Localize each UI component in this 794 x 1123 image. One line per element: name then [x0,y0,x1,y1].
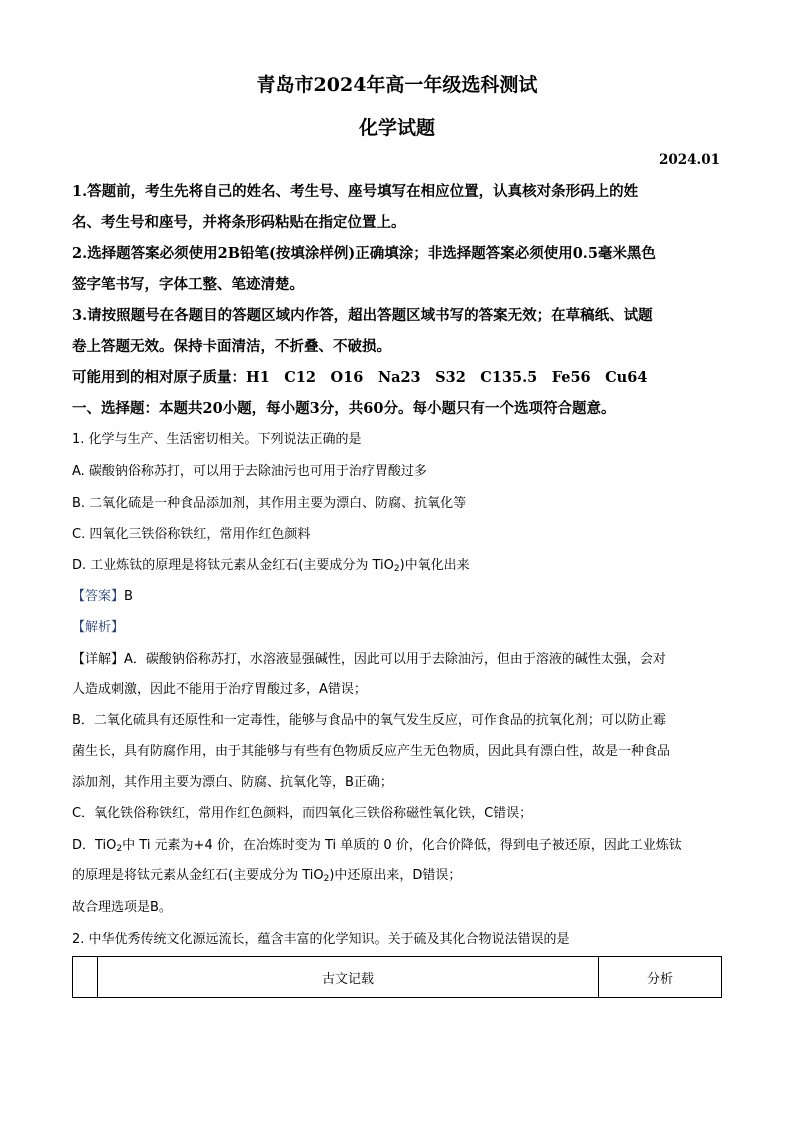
detail-line-7: D．TiO$_2$中 Ti 元素为+4 价，在冶炼时变为 Ti 单质的 0 价，化合价降低，得到电子被还原，因此工业炼钛 [72,838,682,854]
answer-tag: 【答案】 [72,589,125,604]
question-1-stem: 1. 化学与生产、生活密切相关。下列说法正确的是 [72,432,362,447]
detail-line-2: 人造成刺激，因此不能用于治疗胃酸过多，A错误； [72,682,367,697]
detail-line-4: 菌生长，具有防腐作用，由于其能够与有些有色物质反应产生无色物质，因此具有漂白性，故是一种食品 [72,744,671,759]
question-2-table [72,956,722,998]
table-header-index [73,957,98,998]
question-1-option-a: A. 碳酸钠俗称苏打，可以用于去除油污也可用于治疗胃酸过多 [72,464,427,479]
instruction-3-line-2: 卷上答题无效。保持卡面清洁，不折叠、不破损。 [72,338,391,355]
question-1-option-d: D. 工业炼钛的原理是将钛元素从金红石(主要成分为 TiO$_2$)中氧化出来 [72,558,470,574]
detail-line-8: 的原理是将钛元素从金红石(主要成分为 TiO$_2$)中还原出来，D错误； [72,868,462,884]
exam-date: 2024.01 [658,152,720,168]
instruction-1-line-1: 1.答题前，考生先将自己的姓名、考生号、座号填写在相应位置，认真核对条形码上的姓 [72,183,639,200]
section-heading: 一、选择题：本题共20小题，每小题3分，共60分。每小题只有一个选项符合题意。 [72,400,616,417]
conclusion-line: 故合理选项是B。 [72,900,172,915]
detail-line-5: 添加剂，其作用主要为漂白、防腐、抗氧化等，B正确； [72,775,393,790]
analysis-tag: 【解析】 [72,620,125,635]
instruction-1-line-2: 名、考生号和座号，并将条形码粘贴在指定位置上。 [72,214,406,231]
question-1-option-c: C. 四氧化三铁俗称铁红，常用作红色颜料 [72,527,311,542]
instruction-2-line-2: 签字笔书写，字体工整、笔迹清楚。 [72,276,304,293]
table-header-row [73,957,722,998]
instruction-3-line-1: 3.请按照题号在各题目的答题区域内作答，超出答题区域书写的答案无效；在草稿纸、试题 [72,307,653,324]
atomic-mass-line: 可能用到的相对原子质量：H1 C12 O16 Na23 S32 C135.5 Fe56 Cu64 [72,369,648,386]
exam-title: 青岛市2024年高一年级选科测试 [256,74,538,96]
detail-line-3: B．二氧化硫具有还原性和一定毒性，能够与食品中的氧气发生反应，可作食品的抗氧化剂；可以防止霉 [72,713,666,728]
question-1-answer: 【答案】B [72,589,133,604]
table-header-record: 古文记载 [98,957,599,998]
detail-line-1: 【详解】A．碳酸钠俗称苏打，水溶液显强碱性，因此可以用于去除油污，但由于溶液的碱性太强，会对 [72,652,666,667]
question-2-stem: 2. 中华优秀传统文化源远流长，蕴含丰富的化学知识。关于硫及其化合物说法错误的是 [72,932,570,947]
instruction-2-line-1: 2.选择题答案必须使用2B铅笔(按填涂样例)正确填涂；非选择题答案必须使用0.5毫米黑色 [72,245,656,262]
question-1-option-b: B. 二氧化硫是一种食品添加剂，其作用主要为漂白、防腐、抗氧化等 [72,496,467,511]
exam-subject: 化学试题 [358,117,435,139]
detail-line-6: C．氧化铁俗称铁红，常用作红色颜料，而四氧化三铁俗称磁性氧化铁，C错误； [72,806,533,821]
table-header-analysis: 分析 [599,957,722,998]
